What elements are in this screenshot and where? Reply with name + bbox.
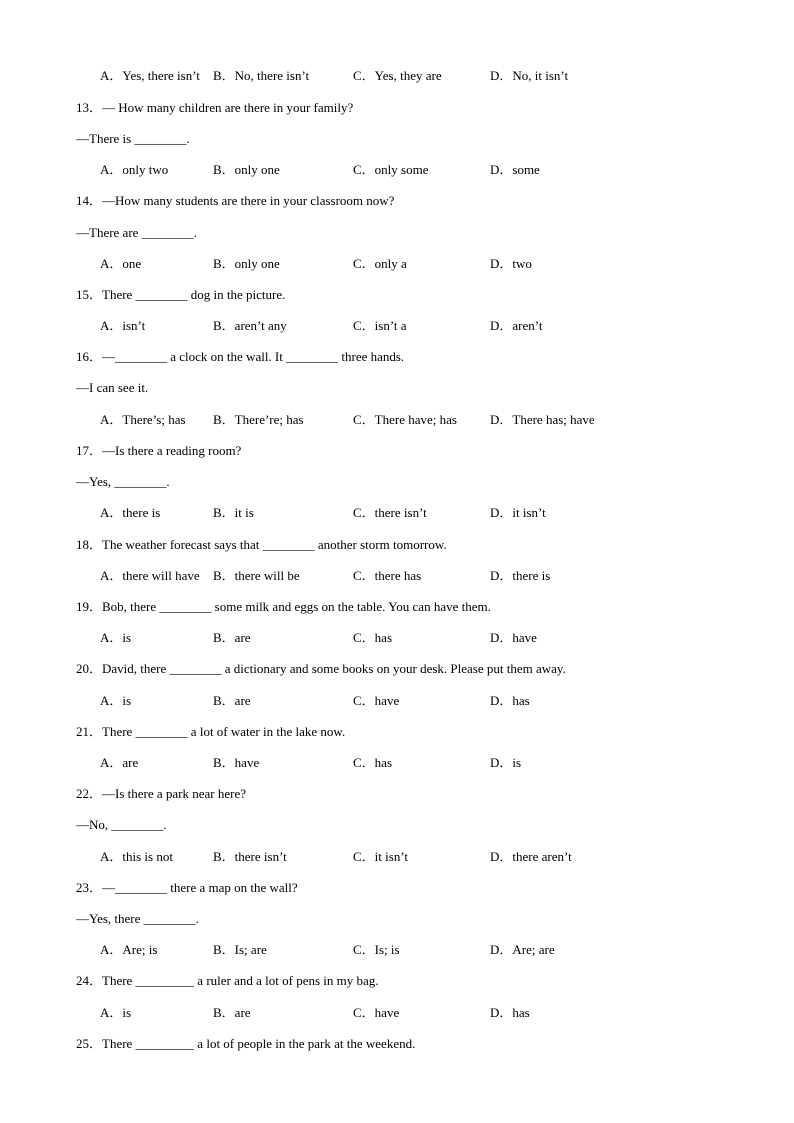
options-row <box>0 755 794 771</box>
option-d[interactable]: D．have <box>490 630 537 645</box>
question-line: 18．The weather forecast says that ________ another storm tomorrow. <box>76 537 447 552</box>
question-line: 25．There _________ a lot of people in the park at the weekend. <box>76 1036 416 1051</box>
option-c[interactable]: C．Is; is <box>353 942 400 957</box>
option-a[interactable]: A．There’s; has <box>100 412 186 427</box>
option-a[interactable]: A．this is not <box>100 849 173 864</box>
question-line: —There are ________. <box>76 225 197 240</box>
option-d[interactable]: D．is <box>490 755 522 770</box>
question-line: 23．—________ there a map on the wall? <box>76 880 298 895</box>
options-row <box>0 68 794 84</box>
option-b[interactable]: B．are <box>213 693 251 708</box>
options-row <box>0 256 794 272</box>
options-row <box>0 412 794 428</box>
option-a[interactable]: A．is <box>100 630 132 645</box>
option-c[interactable]: C．there isn’t <box>353 505 427 520</box>
option-b[interactable]: B．only one <box>213 256 280 271</box>
question-line: 20．David, there ________ a dictionary and some books on your desk. Please put them away. <box>76 661 566 676</box>
question-line: —Yes, ________. <box>76 474 170 489</box>
option-d[interactable]: D．some <box>490 162 540 177</box>
option-c[interactable]: C．it isn’t <box>353 849 409 864</box>
option-b[interactable]: B．it is <box>213 505 254 520</box>
option-d[interactable]: D．two <box>490 256 532 271</box>
option-a[interactable]: A．there is <box>100 505 161 520</box>
option-b[interactable]: B．are <box>213 630 251 645</box>
option-a[interactable]: A．is <box>100 693 132 708</box>
options-row <box>0 630 794 646</box>
option-d[interactable]: D．there aren’t <box>490 849 572 864</box>
question-line: 21．There ________ a lot of water in the lake now. <box>76 724 346 739</box>
option-c[interactable]: C．Yes, they are <box>353 68 442 83</box>
options-row <box>0 318 794 334</box>
option-b[interactable]: B．aren’t any <box>213 318 287 333</box>
option-c[interactable]: C．only some <box>353 162 429 177</box>
option-d[interactable]: D．aren’t <box>490 318 543 333</box>
option-b[interactable]: B．are <box>213 1005 251 1020</box>
option-c[interactable]: C．only a <box>353 256 407 271</box>
option-d[interactable]: D．There has; have <box>490 412 595 427</box>
option-d[interactable]: D．Are; are <box>490 942 555 957</box>
option-a[interactable]: A．there will have <box>100 568 200 583</box>
question-line: 19．Bob, there ________ some milk and eggs on the table. You can have them. <box>76 599 491 614</box>
options-row <box>0 568 794 584</box>
question-line: —No, ________. <box>76 817 167 832</box>
option-c[interactable]: C．There have; has <box>353 412 457 427</box>
option-b[interactable]: B．there will be <box>213 568 300 583</box>
question-line: 13．— How many children are there in your family? <box>76 100 354 115</box>
question-line: —There is ________. <box>76 131 190 146</box>
question-line: 24．There _________ a ruler and a lot of pens in my bag. <box>76 973 379 988</box>
options-row <box>0 1005 794 1021</box>
option-b[interactable]: B．only one <box>213 162 280 177</box>
option-a[interactable]: A．Yes, there isn’t <box>100 68 200 83</box>
option-c[interactable]: C．have <box>353 1005 400 1020</box>
option-b[interactable]: B．No, there isn’t <box>213 68 310 83</box>
option-d[interactable]: D．has <box>490 1005 530 1020</box>
option-a[interactable]: A．Are; is <box>100 942 158 957</box>
question-line: 22．—Is there a park near here? <box>76 786 246 801</box>
options-row <box>0 942 794 958</box>
option-a[interactable]: A．are <box>100 755 139 770</box>
options-row <box>0 849 794 865</box>
options-row <box>0 162 794 178</box>
option-c[interactable]: C．has <box>353 755 393 770</box>
question-line: —Yes, there ________. <box>76 911 199 926</box>
option-c[interactable]: C．isn’t a <box>353 318 407 333</box>
option-c[interactable]: C．has <box>353 630 393 645</box>
question-line: 14．—How many students are there in your classroom now? <box>76 193 395 208</box>
question-line: —I can see it. <box>76 380 149 395</box>
option-d[interactable]: D．has <box>490 693 530 708</box>
option-c[interactable]: C．have <box>353 693 400 708</box>
option-b[interactable]: B．There’re; has <box>213 412 304 427</box>
option-b[interactable]: B．have <box>213 755 260 770</box>
question-line: 15．There ________ dog in the picture. <box>76 287 286 302</box>
option-a[interactable]: A．isn’t <box>100 318 146 333</box>
options-row <box>0 505 794 521</box>
question-line: 17．—Is there a reading room? <box>76 443 242 458</box>
option-d[interactable]: D．there is <box>490 568 551 583</box>
option-a[interactable]: A．is <box>100 1005 132 1020</box>
option-a[interactable]: A．one <box>100 256 142 271</box>
option-c[interactable]: C．there has <box>353 568 422 583</box>
option-b[interactable]: B．Is; are <box>213 942 267 957</box>
options-row <box>0 693 794 709</box>
option-b[interactable]: B．there isn’t <box>213 849 287 864</box>
option-a[interactable]: A．only two <box>100 162 169 177</box>
option-d[interactable]: D．it isn’t <box>490 505 546 520</box>
option-d[interactable]: D．No, it isn’t <box>490 68 569 83</box>
question-line: 16．—________ a clock on the wall. It ________ three hands. <box>76 349 405 364</box>
